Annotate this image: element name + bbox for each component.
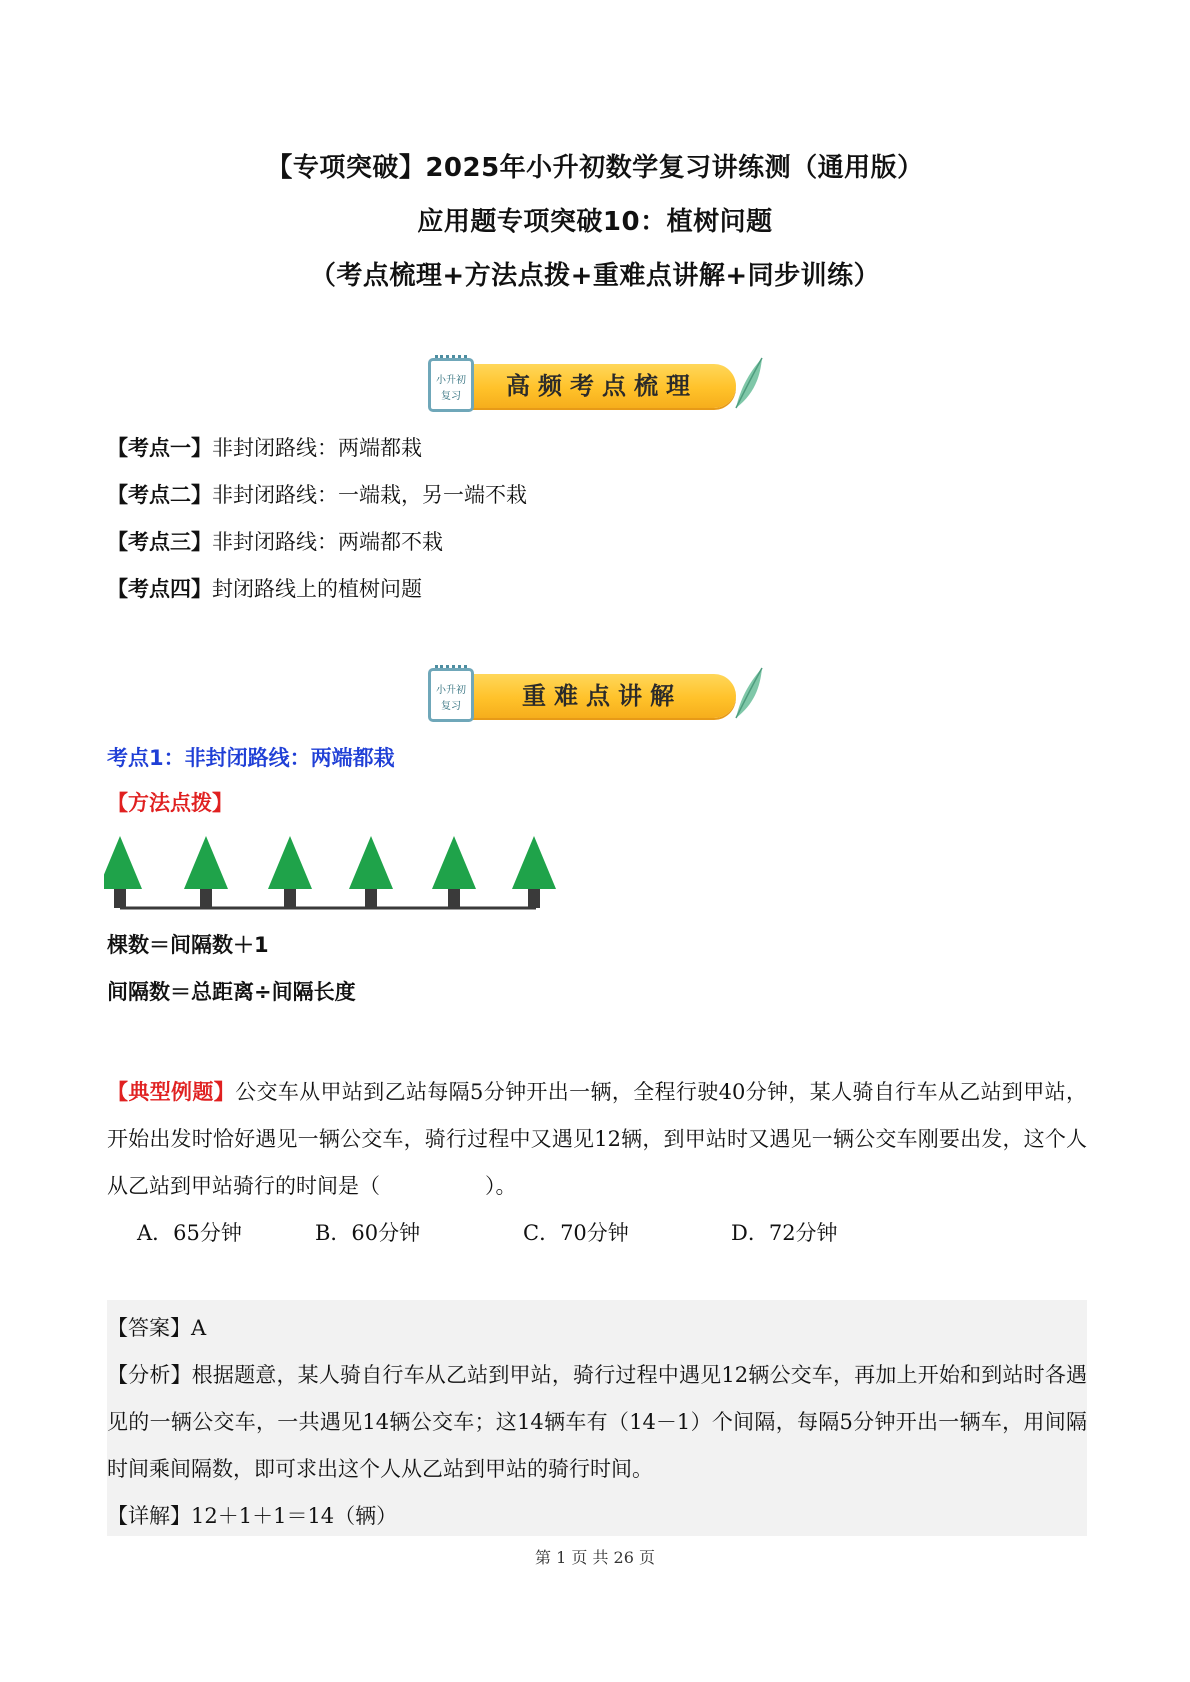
option-b: B．60分钟	[315, 1221, 421, 1245]
tree-icon	[432, 836, 476, 908]
tree-icon	[268, 836, 312, 908]
formula-tree-count: 棵数＝间隔数＋1	[107, 933, 269, 957]
list-item: 【考点三】非封闭路线：两端都不栽	[107, 530, 443, 554]
page-subtitle-2: （考点梳理+方法点拨+重难点讲解+同步训练）	[309, 261, 881, 291]
notebook-icon: 小升初 复习	[428, 358, 474, 412]
example-problem	[107, 1069, 1087, 1210]
option-d: D．72分钟	[731, 1221, 838, 1245]
badge-banner	[468, 674, 736, 718]
section-badge-key-points	[428, 358, 768, 418]
badge-label: 重难点讲解	[522, 682, 682, 710]
answer-value: A	[191, 1316, 207, 1340]
tree-icon	[104, 836, 142, 908]
page-title: 【专项突破】2025年小升初数学复习讲练测（通用版）	[266, 153, 924, 183]
option-c: C．70分钟	[523, 1221, 629, 1245]
page-number: 第 1 页 共 26 页	[535, 1548, 655, 1567]
notebook-icon: 小升初 复习	[428, 668, 474, 722]
option-a: A．65分钟	[137, 1221, 242, 1245]
answer-line: 【答案】A	[107, 1316, 207, 1340]
example-text: 公交车从甲站到乙站每隔5分钟开出一辆，全程行驶40分钟，某人骑自行车从乙站到甲站，开始出发时恰好遇见一辆公交车，骑行过程中又遇见12辆，到甲站时又遇见一辆公交车刚要出发，这个人从乙站到甲站骑行的时间是（ ）。	[107, 1080, 1087, 1198]
page-subtitle: 应用题专项突破10：植树问题	[417, 207, 773, 237]
leaf-icon	[730, 354, 766, 410]
tree-icon	[512, 836, 556, 908]
list-item: 【考点二】非封闭路线：一端栽，另一端不栽	[107, 483, 527, 507]
tree-icon	[349, 836, 393, 908]
badge-label: 高频考点梳理	[506, 372, 698, 400]
tree-icon	[184, 836, 228, 908]
method-label: 【方法点拨】	[107, 791, 233, 815]
list-item: 【考点一】非封闭路线：两端都栽	[107, 436, 422, 460]
formula-interval-count: 间隔数＝总距离÷间隔长度	[107, 980, 356, 1004]
section-badge-difficult-points	[428, 668, 768, 728]
leaf-icon	[730, 664, 766, 720]
topic-heading: 考点1：非封闭路线：两端都栽	[107, 746, 395, 770]
detail-line: 【详解】12＋1＋1＝14（辆）	[107, 1504, 398, 1528]
example-label: 【典型例题】	[107, 1080, 236, 1104]
badge-banner	[468, 364, 736, 408]
analysis-paragraph: 【分析】根据题意，某人骑自行车从乙站到甲站，骑行过程中遇见12辆公交车，再加上开始和到站时各遇见的一辆公交车，一共遇见14辆公交车；这14辆车有（14－1）个间隔，每隔5分钟开出一辆车，用间隔时间乘间隔数，即可求出这个人从乙站到甲站的骑行时间。	[107, 1363, 1088, 1481]
list-item: 【考点四】封闭路线上的植树问题	[107, 577, 422, 601]
tree-planting-diagram	[104, 828, 564, 916]
